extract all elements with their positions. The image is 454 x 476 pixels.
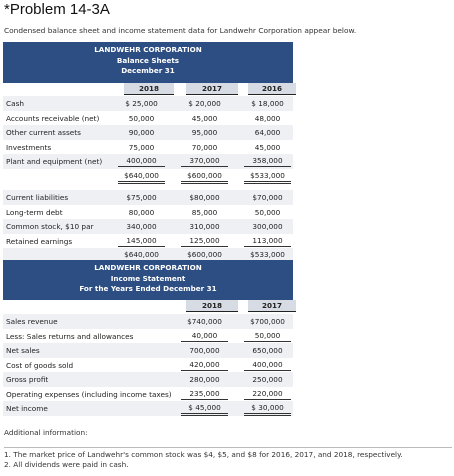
income-statement-cell: $ 45,000 bbox=[181, 402, 228, 416]
income-statement-company: LANDWEHR CORPORATION bbox=[94, 263, 202, 272]
balance-sheet-cell: 370,000 bbox=[181, 155, 228, 167]
balance-sheet-year-2017: 2017 bbox=[186, 83, 238, 95]
balance-sheet-row-label: Accounts receivable (net) bbox=[6, 113, 100, 123]
balance-sheet-cell: 113,000 bbox=[244, 235, 291, 247]
balance-sheet-row-label: Plant and equipment (net) bbox=[6, 157, 103, 166]
balance-sheet-cell: 95,000 bbox=[191, 128, 218, 137]
additional-information-heading: Additional information: bbox=[4, 428, 88, 437]
balance-sheet-cell: $80,000 bbox=[189, 193, 220, 202]
balance-sheet-cell: 64,000 bbox=[254, 128, 281, 137]
income-statement-row-label: Less: Sales returns and allowances bbox=[6, 331, 134, 341]
income-statement-row bbox=[0, 315, 300, 328]
balance-sheet-statement: Balance Sheets bbox=[116, 55, 180, 65]
balance-sheet-cell: $533,000 bbox=[244, 170, 291, 184]
balance-sheet-row-label: Other current assets bbox=[6, 128, 81, 137]
income-statement-cell: 250,000 bbox=[252, 375, 283, 384]
income-statement-cell: 400,000 bbox=[244, 359, 291, 371]
income-statement-cell: 700,000 bbox=[189, 346, 220, 355]
balance-sheet-cell: 45,000 bbox=[254, 142, 281, 152]
balance-sheet-date: December 31 bbox=[121, 66, 175, 75]
income-statement-cell: $740,000 bbox=[187, 317, 222, 326]
income-statement-row bbox=[0, 373, 300, 386]
income-statement-cell: 420,000 bbox=[181, 359, 228, 371]
income-statement-banner bbox=[3, 260, 293, 300]
balance-sheet-year-2016: 2016 bbox=[248, 83, 296, 95]
income-statement-row-label: Sales revenue bbox=[6, 317, 58, 326]
balance-sheet-cell: 50,000 bbox=[128, 113, 155, 123]
balance-sheet-company: LANDWEHR CORPORATION bbox=[94, 45, 202, 54]
balance-sheet-cell: $75,000 bbox=[126, 193, 157, 202]
balance-sheet-cell: 80,000 bbox=[128, 207, 155, 217]
balance-sheet-row-label: Common stock, $10 par bbox=[6, 222, 94, 231]
balance-sheet-row bbox=[0, 206, 300, 219]
problem-intro: Condensed balance sheet and income statement data for Landwehr Corporation appear below. bbox=[4, 26, 357, 35]
income-statement-cell: 235,000 bbox=[181, 388, 228, 400]
income-statement-row-label: Cost of goods sold bbox=[6, 360, 74, 370]
balance-sheet-cell: 310,000 bbox=[189, 222, 220, 231]
balance-sheet-cell: 50,000 bbox=[254, 207, 281, 217]
balance-sheet-cell: $ 25,000 bbox=[125, 99, 158, 108]
problem-title: *Problem 14-3A bbox=[4, 1, 110, 18]
income-statement-period: For the Years Ended December 31 bbox=[79, 284, 217, 293]
income-statement-cell: $700,000 bbox=[250, 317, 285, 326]
income-statement-year-2018: 2018 bbox=[186, 300, 238, 312]
balance-sheet-cell: $ 18,000 bbox=[251, 99, 284, 108]
income-statement-row bbox=[0, 388, 300, 401]
balance-sheet-cell: $533,000 bbox=[244, 249, 291, 263]
balance-sheet-row bbox=[0, 155, 300, 168]
additional-notes bbox=[4, 447, 452, 469]
income-statement-row bbox=[0, 359, 300, 372]
income-statement-row-label: Gross profit bbox=[6, 375, 49, 384]
balance-sheet-cell: $640,000 bbox=[118, 249, 165, 263]
note-item: 1. The market price of Landwehr's common stock was $4, $5, and $8 for 2016, 2017, and 2018, respectively. bbox=[4, 450, 403, 459]
income-statement-cell: 50,000 bbox=[244, 330, 291, 342]
balance-sheet-row bbox=[0, 112, 300, 125]
balance-sheet-banner bbox=[3, 42, 293, 83]
income-statement-year-header bbox=[3, 300, 293, 311]
balance-sheet-row bbox=[0, 235, 300, 248]
income-statement-year-2017: 2017 bbox=[248, 300, 296, 312]
balance-sheet-cell: 70,000 bbox=[191, 142, 218, 152]
balance-sheet-cell: $600,000 bbox=[181, 170, 228, 184]
balance-sheet-cell: $70,000 bbox=[252, 193, 283, 202]
balance-sheet-row-label: Investments bbox=[6, 142, 52, 152]
income-statement-cell: $ 30,000 bbox=[244, 402, 291, 416]
balance-sheet-row bbox=[0, 220, 300, 233]
income-statement-row-label: Net sales bbox=[6, 346, 40, 355]
balance-sheet-year-header bbox=[3, 83, 293, 94]
balance-sheet-row bbox=[0, 126, 300, 139]
balance-sheet-cell: 300,000 bbox=[252, 222, 283, 231]
balance-sheet-cell: 358,000 bbox=[244, 155, 291, 167]
income-statement-row bbox=[0, 402, 300, 415]
balance-sheet-row-label: Cash bbox=[6, 99, 24, 108]
income-statement-row-label: Net income bbox=[6, 404, 48, 413]
income-statement-cell: 280,000 bbox=[189, 375, 220, 384]
balance-sheet-cell: $640,000 bbox=[118, 170, 165, 184]
balance-sheet-year-2018: 2018 bbox=[124, 83, 174, 95]
note-item: 2. All dividends were paid in cash. bbox=[4, 459, 129, 469]
balance-sheet-cell: 400,000 bbox=[118, 155, 165, 167]
balance-sheet-row bbox=[0, 170, 300, 183]
balance-sheet-cell: 125,000 bbox=[181, 235, 228, 247]
income-statement-cell: 40,000 bbox=[181, 330, 228, 342]
income-statement-cell: 220,000 bbox=[244, 388, 291, 400]
balance-sheet-row bbox=[0, 141, 300, 154]
balance-sheet-cell: 145,000 bbox=[118, 235, 165, 247]
income-statement-row bbox=[0, 330, 300, 343]
income-statement-row-label: Operating expenses (including income taxes) bbox=[6, 389, 172, 399]
balance-sheet-row-label: Current liabilities bbox=[6, 193, 69, 202]
balance-sheet-cell: 75,000 bbox=[128, 142, 155, 152]
balance-sheet-cell: $600,000 bbox=[181, 249, 228, 263]
balance-sheet-cell: $ 20,000 bbox=[188, 99, 221, 108]
income-statement-cell: 650,000 bbox=[252, 346, 283, 355]
balance-sheet-row bbox=[0, 97, 300, 110]
income-statement-statement: Income Statement bbox=[110, 273, 186, 283]
balance-sheet-cell: 90,000 bbox=[128, 128, 155, 137]
balance-sheet-row-label: Long-term debt bbox=[6, 207, 63, 217]
balance-sheet-cell: 85,000 bbox=[191, 207, 218, 217]
balance-sheet-cell: 45,000 bbox=[191, 113, 218, 123]
balance-sheet-cell: 48,000 bbox=[254, 113, 281, 123]
balance-sheet-cell: 340,000 bbox=[126, 222, 157, 231]
balance-sheet-row-label: Retained earnings bbox=[6, 236, 73, 246]
balance-sheet-row bbox=[0, 191, 300, 204]
income-statement-row bbox=[0, 344, 300, 357]
